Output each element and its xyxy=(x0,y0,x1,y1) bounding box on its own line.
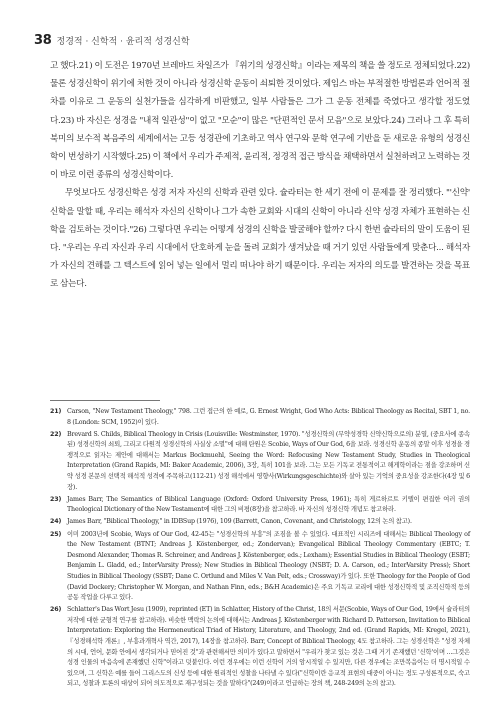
footnote-item xyxy=(50,495,470,516)
footnote-item xyxy=(50,407,470,428)
body-paragraph: 무엇보다도 성경신학은 성경 저자 자신의 신학과 관련 있다. 슐라터는 한 세기 전에 이 문제를 잘 정리했다. "'신약' 신학을 말할 때, 우리는 해석자 자신의 신학이나 그가 속한 교회와 시대의 신학이 아니라 신약 성경 자체가 표현하는 신학을 검토하는 것이다."26) 그렇다면 우리는 어떻게 성경의 신학을 발굴해야 할까? 다시 한번 슐라터의 말이 도움이 된다. "우리는 우리 자신과 우리 시대에서 단호하게 눈을 돌려 교회가 생겨났을 때 거기 있던 사람들에게 맞춘다... 해석자가 자신의 견해를 그 텍스트에 읽어 넣는 일에서 멀리 떠나야 하기 때문이다. 우리는 저자의 의도를 발견하는 것을 목표로 삼는다. xyxy=(50,188,470,290)
footnote-text: 이미 2003년에 Scobie, Ways of Our God, 42-45는 "성경신학의 부흥"의 조짐을 볼 수 있었다. 대표적인 시리즈에 대해서는 Biblical Theology of the New Testament (BTNT; Andreas J. Köstenberger, ed.; Zondervan); Evangelical Biblical Theology Commentary (EBTC; T. Desmond Alexander, Thomas R. Schreiner, and Andreas J. Köstenberger, eds.; Lexham); Essential Studies in Biblical Theology (ESBT; Benjamin L. Gladd, ed.; InterVarsity Press); New Studies in Biblical Theology (NSBT; D. A. Carson, ed.; InterVarsity Press); Short Studies in Biblical Theology (SSBT; Dane C. Ortlund and Miles V. Van Pelt, eds.; Crossway)가 있다. 또한 Theology for the People of God (David Dockery; Christopher W. Morgan, and Nathan Finn, eds.; B&H Academic)은 주요 기독교 교리에 대한 성경신학적 및 조직신학적 등의 공동 작업을 다루고 있다. xyxy=(67,530,470,602)
running-head: 정경적 · 신학적 · 윤리적 성경신학 xyxy=(56,37,190,47)
footnote-item xyxy=(50,430,470,494)
footnote-text: Carson, "New Testament Theology," 798. 그런 접근의 한 예로, G. Ernest Wright, God Who Acts: Biblical Theology as Recital, SBT 1, no. 8 (London: SCM, 1952)이 있다. xyxy=(67,408,470,426)
footnote-number: 26) xyxy=(50,606,62,614)
body-paragraph: 고 했다.21) 이 도전은 1970년 브레바드 차일즈가 『위기의 성경신학』이라는 제목의 책을 쓸 정도로 정체되었다.22) 물론 성경신학이 위기에 처한 것이 아니라 성경신학 운동이 쇠퇴한 것이었다. 제임스 바는 부적절한 방법론과 언어적 절차를 이유로 그 운동의 실천가들을 심각하게 비판했고, 일부 사람들은 그가 그 운동 전체를 죽였다고 생각할 정도였다.23) 바 자신은 성경을 "내적 일관성"이 없고 "모순"이 많은 "단편적인 문서 모음"으로 보았다.24) 그러나 그 후 특히 북미의 보수적 복음주의 세계에서는 고등 성경관에 기초하고 역사 연구와 문학 연구에 기반을 둔 새로운 유형의 성경신학이 번성하기 시작했다.25) 이 책에서 우리가 주제적, 윤리적, 정경적 접근 방식을 채택하면서 실천하려고 노력하는 것이 바로 이런 종류의 성경신학이다. xyxy=(50,61,470,181)
footnote-item xyxy=(50,517,470,528)
footnote-text: Brevard S. Childs, Biblical Theology in Crisis (Louisville: Westminster, 1970). "성경신학의 (무약성경학 신약신학으로의) 분열, (중요사에 종속된) 성경신학의 쇠퇴, 그리고 다원적 성경신학의 사실상 소멸"에 대해 탄원은 Scobie, Ways of Our God, 6을 보라. 성경신학 운동의 종말 이후 성경을 경쟁적으로 읽자는 제안에 대해서는 Markus Bockmuehl, Seeing the Word: Refocusing New Testament Study, Studies in Theological Interpretation (Grand Rapids, MI: Baker Academic, 2006), 3장, 특히 101을 보라. 그는 모든 기독교 전통적이고 해게학이라는 점을 강조하며 신약 성경 본문의 선택적 해석적 성격에 주목하고(112-21) 성경 해석에서 영향사(Wirkungsgeschichte)와 살아 있는 기억의 중요성을 강조한다(4장 및 6장). xyxy=(67,430,470,491)
footnote-text: Schlatter's Das Wort Jesu (1909), reprinted (ET) in Schlatter, History of the Christ, 18의 서문(Scobie, Ways of Our God, 19에서 슐라터의 저작에 대한 균형적 연구를 참고하라). 비슷한 맥락의 논의에 대해서는 Andreas J. Köstenberger with Richard D. Patterson, Invitation to Biblical Interpretation: Exploring the Hermeneutical Triad of History, Literature, and Theology, 2nd ed. (Grand Rapids, MI: Kregel, 2021), 『성경해석학 개론』, 부흥과개혁사 역간, 2017), 14장을 참고하라. Barr, Concept of Biblical Theology, 4도 참고하라. 그는 성경신학은 "성경 자체의 시대, 언어, 문화 안에서 생각되거나 믿어진 것"과 관련해서만 의미가 있다고 말하면서 "우리가 찾고 있는 것은 그때 거기 존재했던 '신학'이며 ...그것은 성경 인물의 마음속에 존재했던 신학"이라고 덧붙인다. 이런 경우에는 이런 신학이 거의 암시적일 수 있지만, 다른 경우에는 조만복음이는 더 명시적일 수 있으며, 그 신학은 예를 들어 그리스도의 신성 등에 대한 원리적인 성찰을 나타낼 수 있다("신학이란 응교적 표현의 대중이 아니는 정도 구성론적으로, 숙고되고, 성찰과 토론의 대상이 되어 의도적으로 재구성되는 것을 말하다"(249)이라고 언급하는 장의 책, 248-249의 논의 참고). xyxy=(67,606,470,688)
footnotes xyxy=(50,407,470,691)
footnote-number: 25) xyxy=(50,530,62,538)
footnote-item xyxy=(50,605,470,690)
footnote-number: 22) xyxy=(50,430,62,438)
footnote-number: 23) xyxy=(50,495,62,503)
footnote-separator xyxy=(50,400,160,401)
footnote-text: James Barr, "Biblical Theology," in IDBSup (1976), 109 (Barrett, Canon, Covenant, and Christology, 12의 논의 참고). xyxy=(67,518,412,526)
page-number: 38 xyxy=(34,33,52,48)
footnote-text: James Barr, The Semantics of Biblical Language (Oxford: Oxford University Press, 1961); 특히 게르하르트 키텔이 편집한 여러 권의 Theological Dictionary of the New Testament에 대한 그의 비평(8장)을 참고하라. 바 자신의 성경신학 개념도 참고하라. xyxy=(67,495,470,514)
footnote-number: 24) xyxy=(50,518,62,526)
body-text xyxy=(50,57,470,294)
footnote-item xyxy=(50,530,470,604)
page-header xyxy=(34,33,470,48)
footnote-number: 21) xyxy=(50,408,62,415)
